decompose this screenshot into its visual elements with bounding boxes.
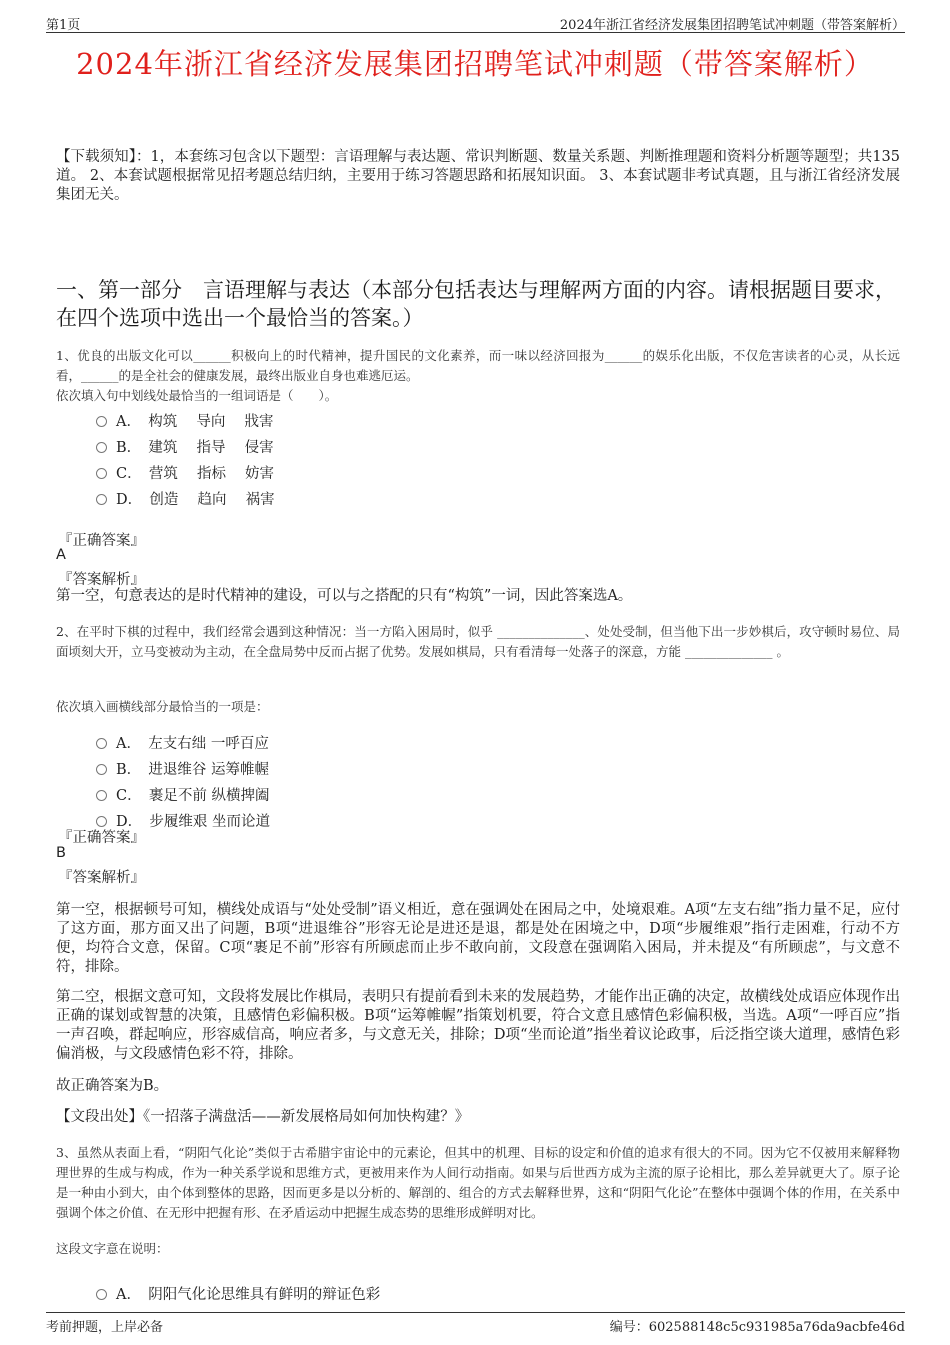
q1-option-a[interactable] bbox=[96, 410, 273, 431]
q3-stem: 3、虽然从表面上看，“阴阳气化论”类似于古希腊宇宙论中的元素论，但其中的机理、目标的设定和价值的追求有很大的不同。因为它不仅被用来解释物理世界的生成与构成，作为一种关系学说和思维方式，更被用来作为人间行动指南。如果与后世西方成为主流的原子论相比，那么差异就更大了。原子论是一种由小到大，由个体到整体的思路，因而更多是以分析的、解剖的、组合的方式去解释世界，这和“阴阳气化论”在整体中强调个体的作用，在关系中强调个体之价值、在无形中把握有形、在矛盾运动中把握生成态势的思维形成鲜明对比。 bbox=[56, 1145, 900, 1220]
option-label: B． 建筑 指导 侵害 bbox=[116, 440, 274, 456]
option-label: A． 阴阳气化论思维具有鲜明的辩证色彩 bbox=[116, 1287, 381, 1303]
page-number: 第1页 bbox=[46, 18, 81, 33]
radio-icon[interactable] bbox=[96, 738, 107, 749]
q2-answer: B bbox=[56, 845, 66, 861]
section-heading: 一、第一部分 言语理解与表达（本部分包括表达与理解两方面的内容。请根据题目要求，在四个选项中选出一个最恰当的答案。） bbox=[56, 278, 896, 330]
q1-prompt: 依次填入句中划线处最恰当的一组词语是（ ）。 bbox=[56, 388, 338, 403]
q1-answer: A bbox=[56, 547, 66, 563]
q1-analysis: 第一空，句意表达的是时代精神的建设，可以与之搭配的只有“构筑”一词，因此答案选A。 bbox=[56, 588, 633, 604]
radio-icon[interactable] bbox=[96, 764, 107, 775]
option-label: D． 创造 趋向 祸害 bbox=[116, 492, 275, 508]
q2-stem: 2、在平时下棋的过程中，我们经常会遇到这种情况：当一方陷入困局时，似乎 ______________、处处受制，但当他下出一步妙棋后，攻守顿时易位、局面顷刻大开，立马变被动为主动，在全盘局势中反而占据了优势。发展如棋局，只有看清每一处落子的深意，方能 ______________ 。 bbox=[56, 624, 900, 659]
q2-option-a[interactable] bbox=[96, 732, 269, 753]
q3-option-a[interactable] bbox=[96, 1283, 380, 1304]
radio-icon[interactable] bbox=[96, 416, 107, 427]
option-label: C． 裹足不前 纵横捭阖 bbox=[116, 788, 270, 804]
q2-option-c[interactable] bbox=[96, 784, 269, 805]
page-title: 2024年浙江省经济发展集团招聘笔试冲刺题（带答案解析） bbox=[76, 47, 874, 81]
q2-answer-label: 『正确答案』 bbox=[58, 830, 145, 846]
page-footer bbox=[46, 1312, 905, 1333]
q2-conclusion: 故正确答案为B。 bbox=[56, 1078, 169, 1094]
radio-icon[interactable] bbox=[96, 790, 107, 801]
option-label: A． 左支右绌 一呼百应 bbox=[116, 736, 269, 752]
header-doc-title: 2024年浙江省经济发展集团招聘笔试冲刺题（带答案解析） bbox=[559, 18, 905, 33]
q2-option-b[interactable] bbox=[96, 758, 269, 779]
q1-option-b[interactable] bbox=[96, 436, 274, 457]
option-label: A． 构筑 导向 戕害 bbox=[116, 414, 274, 430]
q1-answer-label: 『正确答案』 bbox=[58, 533, 145, 549]
q1-option-d[interactable] bbox=[96, 488, 275, 509]
radio-icon[interactable] bbox=[96, 1289, 107, 1300]
option-label: C． 营筑 指标 妨害 bbox=[116, 466, 275, 482]
page-header bbox=[46, 14, 905, 33]
q1-analysis-label: 『答案解析』 bbox=[58, 572, 145, 588]
q2-prompt: 依次填入画横线部分最恰当的一项是： bbox=[56, 699, 269, 714]
radio-icon[interactable] bbox=[96, 442, 107, 453]
q2-analysis-p2: 第二空，根据文意可知，文段将发展比作棋局，表明只有提前看到未来的发展趋势，才能作出正确的决定，故横线处成语应体现作出正确的谋划或智慧的决策，且感情色彩偏积极。B项“运筹帷幄”指策划机要，符合文意且感情色彩偏积极，当选。A项“一呼百应”指一声召唤，群起响应，形容威信高，响应者多，与文意无关，排除；D项“坐而论道”指坐着议论政事，后泛指空谈大道理，感情色彩偏消极，与文段感情色彩不符，排除。 bbox=[56, 989, 900, 1062]
download-notice: 【下载须知】：1，本套练习包含以下题型：言语理解与表达题、常识判断题、数量关系题、判断推理题和资料分析题等题型；共135道。 2、本套试题根据常见招考题总结归纳，主要用于练习答题思路和拓展知识面。 3、本套试题非考试真题，且与浙江省经济发展集团无关。 bbox=[56, 149, 900, 203]
q2-source: 【文段出处】《一招落子满盘活——新发展格局如何加快构建？》 bbox=[56, 1109, 470, 1125]
q3-prompt: 这段文字意在说明： bbox=[56, 1241, 169, 1256]
footer-doc-id: 编号：602588148c5c931985a76da9acbfe46d bbox=[609, 1320, 905, 1335]
option-label: D． 步履维艰 坐而论道 bbox=[116, 814, 270, 830]
q1-stem: 1、优良的出版文化可以______积极向上的时代精神，提升国民的文化素养，而一味以经济回报为______的娱乐化出版，不仅危害读者的心灵，从长远看，______的是全社会的健康发展，最终出版业自身也难逃厄运。 bbox=[56, 348, 900, 383]
radio-icon[interactable] bbox=[96, 494, 107, 505]
q2-analysis-p1: 第一空，根据顿号可知，横线处成语与“处处受制”语义相近，意在强调处在困局之中，处境艰难。A项“左支右绌”指力量不足，应付了这方面，那方面又出了问题，B项“进退维谷”形容无论是进还是退，都是处在困境之中，D项“步履维艰”指行走困难，行动不方便，均符合文意，保留。C项“裹足不前”形容有所顾虑而止步不敢向前，文段意在强调陷入困局，并未提及“有所顾虑”，与文意不符，排除。 bbox=[56, 902, 900, 975]
option-label: B． 进退维谷 运筹帷幄 bbox=[116, 762, 270, 778]
footer-slogan: 考前押题，上岸必备 bbox=[46, 1320, 164, 1335]
q1-option-c[interactable] bbox=[96, 462, 274, 483]
q2-analysis-label: 『答案解析』 bbox=[58, 870, 145, 886]
radio-icon[interactable] bbox=[96, 468, 107, 479]
